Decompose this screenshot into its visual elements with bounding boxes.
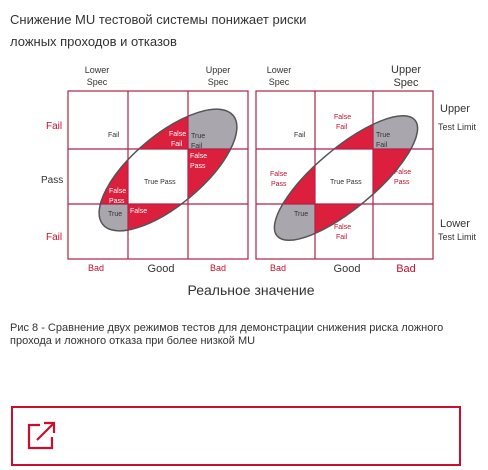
left-false-pass-left-label-2: Pass	[109, 198, 125, 205]
right-false-fail-bottom-label-2: Fail	[336, 234, 348, 241]
heading-line-2: ложных проходов и отказов	[10, 34, 177, 49]
mu-diagram	[0, 55, 488, 305]
left-false-pass-right-label-2: Pass	[190, 163, 206, 170]
left-bad-left-label: Bad	[87, 263, 105, 273]
right-upper-spec-label-1: Upper	[391, 64, 421, 76]
left-false-fail-label-2: Fail	[171, 141, 183, 148]
left-true-fail-label-1: True	[191, 133, 206, 140]
right-upper-limit-label-2: Test Limit	[438, 122, 477, 132]
right-upper-spec-label-2: Spec	[393, 77, 419, 89]
right-upper-limit-label-1: Upper	[440, 103, 470, 115]
right-good-label: Good	[333, 263, 361, 275]
left-lower-spec-label-2: Spec	[86, 77, 108, 87]
right-false-fail-top-label-2: Fail	[336, 124, 348, 131]
right-false-pass-left-label-2: Pass	[271, 181, 287, 188]
left-lower-spec-label-1: Lower	[84, 65, 110, 75]
right-false-pass-right-label-1: False	[394, 169, 412, 176]
heading-line-1: Снижение MU тестовой системы понижает риски	[10, 12, 307, 27]
left-false-pass-left-label-1: False	[109, 188, 127, 195]
right-lower-spec-label-2: Spec	[268, 77, 290, 87]
right-bad-left-label: Bad	[269, 263, 287, 273]
left-false-pass-right-label-1: False	[190, 153, 208, 160]
left-true-bottom-label: True	[108, 211, 123, 218]
left-false-bottom-label: False	[130, 208, 148, 215]
x-axis-title: Реальное значение	[187, 282, 315, 298]
left-fail-bottom-label: Fail	[46, 232, 63, 243]
right-bad-right-label: Bad	[396, 263, 416, 275]
right-false-fail-bottom-label-1: False	[334, 224, 352, 231]
left-fail-top-label: Fail	[46, 121, 63, 132]
right-panel	[256, 64, 477, 275]
right-true-pass-label: True Pass	[330, 179, 362, 186]
right-true-fail-label-1: True	[376, 132, 391, 139]
left-true-pass-label: True Pass	[144, 179, 176, 186]
right-true-fail-label-2: Fail	[376, 142, 388, 149]
left-bad-right-label: Bad	[209, 263, 227, 273]
right-lower-spec-label-1: Lower	[266, 65, 292, 75]
share-button[interactable]	[11, 406, 461, 466]
right-false-fail-top-label-1: False	[334, 114, 352, 121]
right-false-pass-left-label-1: False	[270, 171, 288, 178]
left-upper-spec-label-1: Upper	[205, 65, 231, 75]
right-false-pass-right-label-2: Pass	[394, 179, 410, 186]
right-true-bottom-label: True	[294, 211, 309, 218]
left-pass-label: Pass	[41, 175, 64, 186]
right-lower-limit-label-1: Lower	[440, 218, 470, 230]
left-fail-cell-label: Fail	[108, 132, 120, 139]
left-good-label: Good	[147, 263, 175, 275]
left-false-fail-label-1: False	[169, 131, 187, 138]
left-panel	[41, 65, 256, 275]
share-external-icon	[25, 418, 59, 452]
figure-caption: Рис 8 - Сравнение двух режимов тестов для демонстрации снижения риска ложного прохода и ложного отказа при более низкой MU	[10, 322, 444, 347]
right-fail-cell-label: Fail	[294, 132, 306, 139]
right-lower-limit-label-2: Test Limit	[438, 232, 477, 242]
left-upper-spec-label-2: Spec	[207, 77, 229, 87]
left-true-fail-label-2: Fail	[191, 143, 203, 150]
